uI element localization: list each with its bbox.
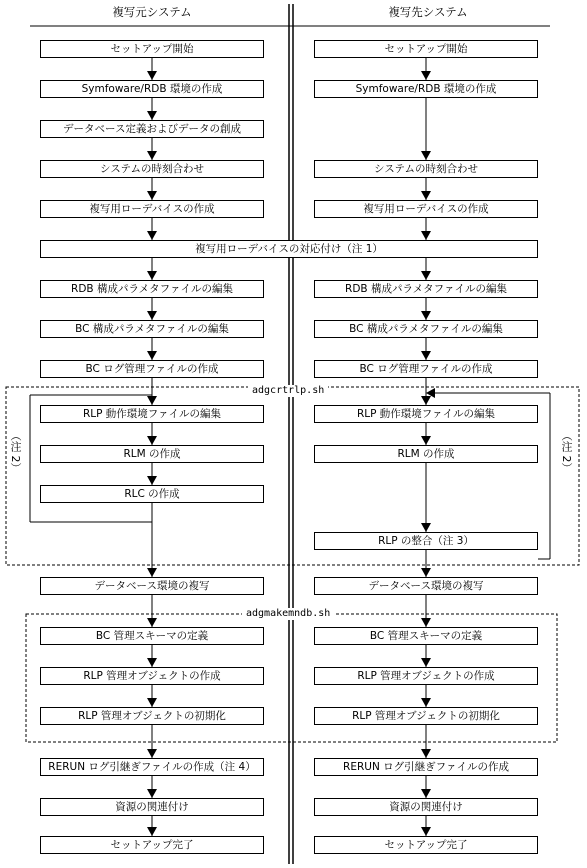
left-step-rlm: RLM の作成	[40, 445, 264, 463]
left-step-rerun-log: RERUN ログ引継ぎファイルの作成（注 4）	[40, 758, 264, 776]
right-step-db-copy: データベース環境の複写	[314, 577, 538, 595]
left-step-rlp-env: RLP 動作環境ファイルの編集	[40, 405, 264, 423]
arrow-head-51	[421, 436, 431, 445]
right-step-raw-device: 複写用ローデバイスの作成	[314, 200, 538, 218]
arrow-head-49	[421, 351, 431, 360]
left-step-bc-schema: BC 管理スキーマの定義	[40, 627, 264, 645]
left-step-bc-log: BC ログ管理ファイルの作成	[40, 360, 264, 378]
arrow-head-15	[147, 351, 157, 360]
right-step-rerun-log: RERUN ログ引継ぎファイルの作成	[314, 758, 538, 776]
left-step-time-sync: システムの時刻合わせ	[40, 160, 264, 178]
right-step-rlp-env: RLP 動作環境ファイルの編集	[314, 405, 538, 423]
arrow-head-17	[147, 436, 157, 445]
arrow-head-69	[421, 396, 431, 405]
arrow-head-41	[421, 191, 431, 200]
arrow-head-55	[421, 568, 431, 577]
left-step-setup-complete: セットアップ完了	[40, 836, 264, 854]
right-step-bc-log: BC ログ管理ファイルの作成	[314, 360, 538, 378]
header-target-system: 複写先システム	[388, 5, 468, 19]
left-step-rlc: RLC の作成	[40, 485, 264, 503]
header-source-system: 複写元システム	[112, 5, 192, 19]
arrow-head-9	[147, 231, 157, 240]
left-step-rlp-object: RLP 管理オブジェクトの作成	[40, 667, 264, 685]
right-step-resource-link: 資源の関連付け	[314, 798, 538, 816]
left-step-raw-device: 複写用ローデバイスの作成	[40, 200, 264, 218]
arrow-head-29	[147, 789, 157, 798]
arrow-head-37	[421, 71, 431, 80]
arrow-head-39	[421, 151, 431, 160]
arrow-head-33	[147, 396, 157, 405]
right-step-setup-start: セットアップ開始	[314, 40, 538, 58]
left-step-setup-start: セットアップ開始	[40, 40, 264, 58]
arrow-head-65	[421, 789, 431, 798]
arrow-head-53	[421, 523, 431, 532]
left-step-rdb-env: Symfoware/RDB 環境の作成	[40, 80, 264, 98]
group-label-adgcrtrlp: adgcrtrlp.sh	[248, 385, 328, 397]
right-step-time-sync: システムの時刻合わせ	[314, 160, 538, 178]
arrow-head-31	[147, 827, 157, 836]
left-step-db-definition: データベース定義およびデータの創成	[40, 120, 264, 138]
arrow-head-59	[421, 658, 431, 667]
arrow-head-43	[421, 231, 431, 240]
right-step-bc-param: BC 構成パラメタファイルの編集	[314, 320, 538, 338]
right-step-rdb-param: RDB 構成パラメタファイルの編集	[314, 280, 538, 298]
arrow-head-45	[421, 271, 431, 280]
right-step-rdb-env: Symfoware/RDB 環境の作成	[314, 80, 538, 98]
arrow-head-1	[147, 71, 157, 80]
arrow-head-63	[421, 749, 431, 758]
arrow-head-7	[147, 191, 157, 200]
arrow-head-5	[147, 151, 157, 160]
right-step-rlp-init: RLP 管理オブジェクトの初期化	[314, 707, 538, 725]
left-step-rlp-init: RLP 管理オブジェクトの初期化	[40, 707, 264, 725]
right-step-setup-complete: セットアップ完了	[314, 836, 538, 854]
right-step-rlp-consistency: RLP の整合（注 3）	[314, 532, 538, 550]
arrow-head-57	[421, 618, 431, 627]
arrow-head-19	[147, 476, 157, 485]
right-step-rlp-object: RLP 管理オブジェクトの作成	[314, 667, 538, 685]
arrow-head-11	[147, 271, 157, 280]
shared-step-raw-device-mapping: 複写用ローデバイスの対応付け（注 1）	[40, 240, 538, 258]
arrow-head-13	[147, 311, 157, 320]
left-step-rdb-param: RDB 構成パラメタファイルの編集	[40, 280, 264, 298]
arrow-head-25	[147, 698, 157, 707]
arrow-head-47	[421, 311, 431, 320]
arrow-head-3	[147, 111, 157, 120]
arrow-head-27	[147, 749, 157, 758]
right-step-bc-schema: BC 管理スキーマの定義	[314, 627, 538, 645]
arrow-head-23	[147, 658, 157, 667]
side-note-left: （注 2）	[9, 430, 22, 474]
group-label-adgmakemndb: adgmakemndb.sh	[242, 608, 334, 620]
arrow-head-35	[147, 568, 157, 577]
left-step-bc-param: BC 構成パラメタファイルの編集	[40, 320, 264, 338]
side-note-right: （注 2）	[560, 430, 573, 474]
arrow-head-21	[147, 618, 157, 627]
left-step-db-copy: データベース環境の複写	[40, 577, 264, 595]
arrow-head-67	[421, 827, 431, 836]
arrow-head-61	[421, 698, 431, 707]
left-step-resource-link: 資源の関連付け	[40, 798, 264, 816]
right-step-rlm: RLM の作成	[314, 445, 538, 463]
